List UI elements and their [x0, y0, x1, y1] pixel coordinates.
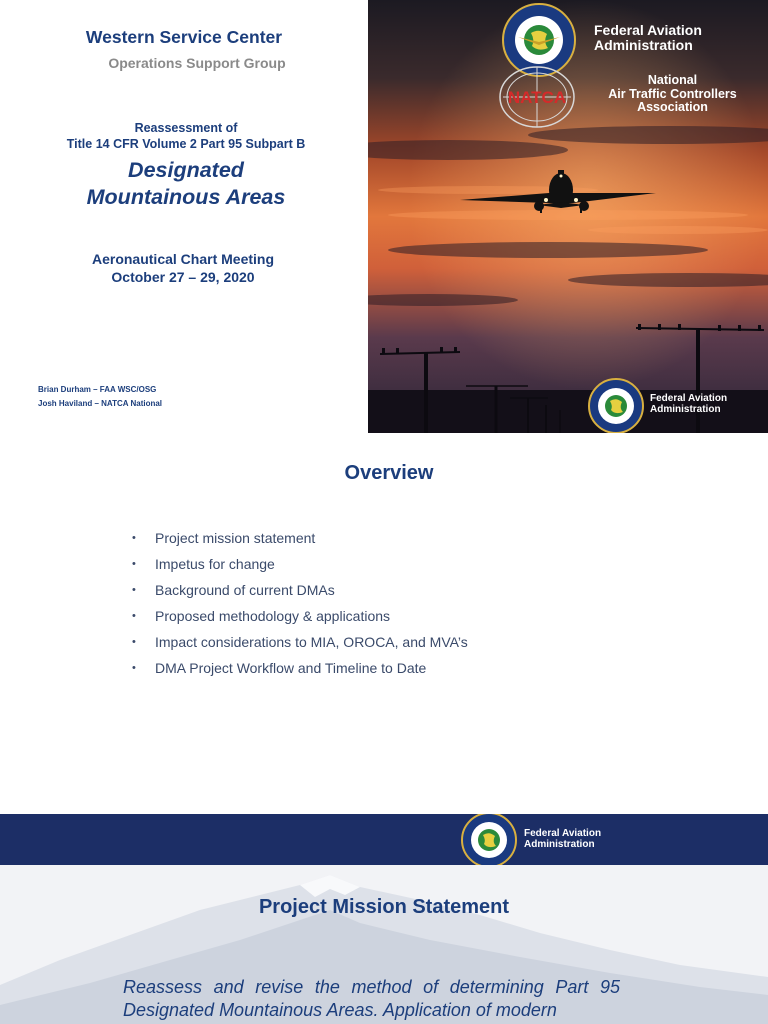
bullet-text: Project mission statement [155, 530, 316, 546]
faa-seal-icon [503, 4, 575, 76]
mission-body: Reassess and revise the method of determining Part 95 Designated Mountainous Areas. Application of modern [123, 977, 620, 1020]
bullet-text: Proposed methodology & applications [155, 608, 391, 624]
bullet-text: DMA Project Workflow and Timeline to Date [155, 660, 427, 676]
natca-name-line-2: Air Traffic Controllers [608, 86, 737, 101]
meeting-dates: October 27 – 29, 2020 [111, 269, 255, 285]
overview-title: Overview [344, 462, 434, 484]
faa-seal-small-icon [589, 379, 643, 433]
faa-seal-header-icon [462, 814, 516, 865]
bullet-icon: • [132, 558, 136, 570]
natca-logo-text: NATCA [507, 88, 567, 107]
mission-statement-slide [0, 814, 768, 1024]
faa-name [594, 23, 702, 53]
author-2: Josh Haviland – NATCA National [38, 399, 163, 408]
natca-name-line-1: National [647, 73, 698, 87]
overview-bullet-list [132, 529, 468, 685]
list-item [132, 529, 468, 555]
list-item [132, 607, 468, 633]
natca-name-line-3: Association [637, 100, 708, 114]
mission-title: Project Mission Statement [258, 896, 510, 918]
bullet-icon: • [132, 610, 136, 622]
faa-name-small-line-1: Federal Aviation [650, 393, 728, 404]
slide-title-line-1: Designated [128, 158, 244, 182]
list-item [132, 659, 468, 685]
header-bar [0, 814, 768, 865]
meeting-name: Aeronautical Chart Meeting [91, 251, 275, 267]
organization-name: Western Service Center [85, 27, 283, 47]
header-org-line-1: Federal Aviation [524, 828, 602, 839]
sunset-airplane-photo [368, 0, 768, 433]
natca-logo-icon [500, 67, 574, 127]
faa-name-small-line-2: Administration [650, 403, 721, 415]
title-slide-text-panel [0, 0, 368, 433]
faa-name-line-2: Administration [594, 37, 693, 53]
slide-title-line-2: Mountainous Areas [86, 185, 286, 209]
bullet-icon: • [132, 662, 136, 674]
list-item [132, 581, 468, 607]
list-item [132, 633, 468, 659]
faa-name-line-1: Federal Aviation [594, 22, 702, 38]
group-name: Operations Support Group [108, 55, 286, 71]
bullet-icon: • [132, 584, 136, 596]
bullet-icon: • [132, 532, 136, 544]
natca-name [590, 74, 755, 115]
overview-slide [0, 433, 768, 814]
list-item [132, 555, 468, 581]
bullet-text: Background of current DMAs [155, 582, 335, 598]
title-slide [0, 0, 768, 433]
bullet-icon: • [132, 636, 136, 648]
bullet-text: Impact considerations to MIA, OROCA, and MVA’s [155, 634, 468, 650]
header-org-line-2: Administration [524, 838, 595, 850]
reassessment-line-2: Title 14 CFR Volume 2 Part 95 Subpart B [66, 137, 306, 151]
slide-title [0, 157, 372, 211]
reassessment-line-1: Reassessment of [134, 121, 238, 135]
bullet-text: Impetus for change [155, 556, 275, 572]
author-1: Brian Durham – FAA WSC/OSG [38, 385, 157, 394]
header-org-name [524, 829, 601, 850]
faa-name-small [650, 394, 727, 415]
